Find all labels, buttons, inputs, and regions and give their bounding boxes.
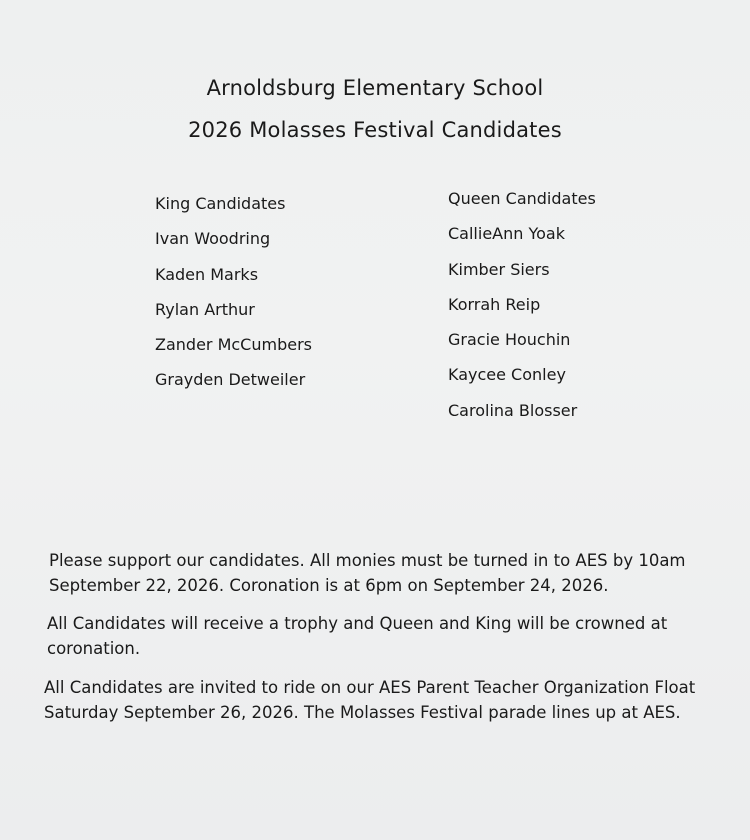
event-title: 2026 Molasses Festival Candidates [188,118,562,142]
school-title: Arnoldsburg Elementary School [206,76,544,100]
king-candidate: Grayden Detweiler [155,370,306,390]
king-candidate: Kaden Marks [155,264,259,284]
king-candidate: Ivan Woodring [155,229,271,249]
support-line-1: Please support our candidates. All monies must be turned in to AES by 10am [49,551,686,570]
king-candidates-heading: King Candidates [155,194,286,213]
parade-line-1: All Candidates are invited to ride on our AES Parent Teacher Organization Float [44,678,696,697]
queen-candidates-heading: Queen Candidates [448,189,596,208]
king-candidates-column [155,193,312,405]
parade-paragraph [44,675,695,725]
trophy-line-2: coronation. [47,639,141,658]
queen-candidate: Kaycee Conley [448,365,566,385]
parade-line-2: Saturday September 26, 2026. The Molasses Festival parade lines up at AES. [44,703,681,722]
king-candidate: Zander McCumbers [155,335,312,355]
queen-candidate: Korrah Reip [448,294,541,314]
queen-candidates-column [448,188,596,435]
support-line-2: September 22, 2026. Coronation is at 6pm on September 24, 2026. [49,576,609,595]
queen-candidate: CallieAnn Yoak [448,224,565,244]
support-paragraph [49,548,686,598]
queen-candidate: Kimber Siers [448,259,550,279]
trophy-line-1: All Candidates will receive a trophy and Queen and King will be crowned at [47,614,668,633]
queen-candidate: Carolina Blosser [448,400,578,420]
queen-candidate: Gracie Houchin [448,330,571,350]
trophy-paragraph [47,611,667,661]
king-candidate: Rylan Arthur [155,299,255,319]
